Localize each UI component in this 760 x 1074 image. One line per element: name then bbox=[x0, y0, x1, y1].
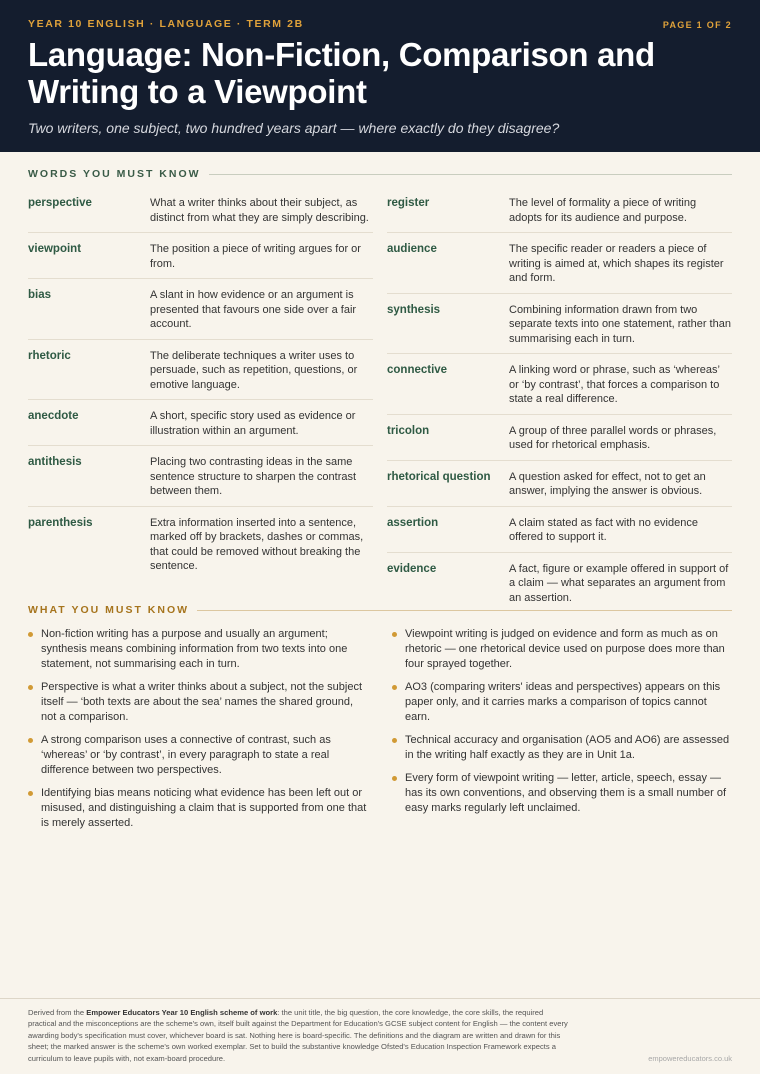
bullet-icon bbox=[392, 738, 397, 743]
glossary-definition: A slant in how evidence or an argument is presented that favours one side over a fair account. bbox=[150, 289, 357, 330]
divider bbox=[209, 174, 732, 175]
knowledge-point bbox=[28, 786, 368, 831]
glossary-entry bbox=[387, 513, 732, 553]
glossary-entry bbox=[28, 452, 373, 507]
title-line-1: Language: Non-Fiction, Comparison and bbox=[28, 36, 655, 73]
knowledge-point bbox=[392, 733, 732, 763]
knowledge-list bbox=[28, 627, 732, 839]
title-line-2: Writing to a Viewpoint bbox=[28, 73, 367, 110]
glossary bbox=[28, 193, 732, 618]
glossary-definition: The level of formality a piece of writing adopts for its audience and purpose. bbox=[509, 197, 697, 224]
knowledge-text: Technical accuracy and organisation (AO5 and AO6) are assessed in the writing half exactly as they are in Unit 1a. bbox=[405, 734, 730, 761]
bullet-icon bbox=[392, 776, 397, 781]
big-question: Two writers, one subject, two hundred years apart — where exactly do they disagree? bbox=[28, 120, 560, 136]
footer bbox=[0, 998, 760, 1064]
glossary-definition: Combining information drawn from two separate texts into one statement, rather than summarising each in turn. bbox=[509, 303, 731, 345]
glossary-term: rhetorical question bbox=[387, 470, 491, 483]
knowledge-text: A strong comparison uses a connective of contrast, such as ‘whereas’ or ‘by contrast’, in every paragraph to state a real difference between two perspectives. bbox=[41, 734, 331, 776]
glossary-term: connective bbox=[387, 364, 448, 376]
glossary-entry bbox=[28, 193, 373, 233]
glossary-entry bbox=[387, 467, 732, 507]
glossary-entry bbox=[28, 513, 373, 581]
source-note-body: : the unit title, the big question, the core knowledge, the core skills, the required practical and the misconceptions are the scheme's own, itself built against the Department for Education's GCSE subject content for English — the content every awarding body's specification must cover, whichever board is sat. Nothing here is board-specific. The definitions and the diagram are written and drawn for this sheet; the marked answer is the scheme's own worked exemplar. Set to build the substantive knowledge Ofsted's Education Inspection Framework expects a curriculum to leave pupils with, not exam-board procedure. bbox=[28, 1008, 568, 1063]
bullet-icon bbox=[28, 632, 33, 637]
knowledge-heading bbox=[28, 604, 732, 616]
glossary-definition: A linking word or phrase, such as ‘whereas’ or ‘by contrast’, that forces a comparison to state a real difference. bbox=[509, 364, 720, 405]
knowledge-column-right bbox=[392, 627, 732, 839]
glossary-entry bbox=[28, 239, 373, 279]
glossary-entry bbox=[387, 360, 732, 415]
glossary-entry bbox=[28, 346, 373, 401]
glossary-definition: A group of three parallel words or phrases, used for rhetorical emphasis. bbox=[509, 424, 717, 451]
glossary-term: anecdote bbox=[28, 410, 79, 422]
glossary-entry bbox=[387, 300, 732, 355]
glossary-heading bbox=[28, 168, 732, 180]
knowledge-text: Every form of viewpoint writing — letter, article, speech, essay — has its own conventions, and observing them is a small number of easy marks regularly left unclaimed. bbox=[405, 772, 726, 814]
knowledge-text: Non-fiction writing has a purpose and usually an argument; synthesis means combining information from two texts into one statement, not summarising each in turn. bbox=[41, 628, 348, 670]
knowledge-heading-label: WHAT YOU MUST KNOW bbox=[28, 604, 190, 616]
knowledge-point bbox=[392, 771, 732, 816]
knowledge-column-left bbox=[28, 627, 368, 839]
glossary-term: parenthesis bbox=[28, 516, 93, 529]
header-banner bbox=[0, 0, 760, 152]
knowledge-text: Perspective is what a writer thinks about a subject, not the subject itself — ‘both texts are about the sea’ names the shared ground, not a comparison. bbox=[41, 681, 362, 723]
source-title: Empower Educators Year 10 English scheme of work bbox=[86, 1008, 278, 1017]
glossary-heading-label: WORDS YOU MUST KNOW bbox=[28, 168, 201, 180]
glossary-term: evidence bbox=[387, 562, 437, 575]
glossary-term: synthesis bbox=[387, 303, 441, 316]
glossary-definition: A fact, figure or example offered in support of a claim — what separates an argument from an assertion. bbox=[509, 562, 729, 604]
glossary-entry bbox=[387, 239, 732, 294]
glossary-definition: What a writer thinks about their subject, as distinct from what they are simply describing. bbox=[150, 197, 369, 224]
bullet-icon bbox=[28, 685, 33, 690]
glossary-term: bias bbox=[28, 289, 52, 301]
knowledge-point bbox=[392, 627, 732, 672]
knowledge-point bbox=[28, 680, 368, 725]
knowledge-text: Identifying bias means noticing what evidence has been left out or misused, and distinguishing a claim that is supported from one that is merely asserted. bbox=[41, 787, 367, 829]
glossary-definition: Extra information inserted into a sentence, marked off by brackets, dashes or commas, that could be removed without breaking the sentence. bbox=[150, 516, 364, 572]
glossary-term: assertion bbox=[387, 516, 439, 529]
knowledge-text: Viewpoint writing is judged on evidence and form as much as on rhetoric — one rhetorical device used on purpose does more than four sprayed together. bbox=[405, 628, 725, 670]
glossary-definition: A claim stated as fact with no evidence offered to support it. bbox=[509, 516, 698, 543]
glossary-definition: A short, specific story used as evidence or illustration within an argument. bbox=[150, 410, 356, 437]
glossary-definition: Placing two contrasting ideas in the same sentence structure to sharpen the contrast between them. bbox=[150, 456, 357, 497]
glossary-entry bbox=[387, 193, 732, 233]
bullet-icon bbox=[28, 738, 33, 743]
glossary-column-left bbox=[28, 193, 373, 618]
bullet-icon bbox=[28, 791, 33, 796]
glossary-term: audience bbox=[387, 243, 437, 255]
glossary-term: antithesis bbox=[28, 456, 82, 468]
glossary-entry bbox=[28, 285, 373, 340]
knowledge-point bbox=[28, 733, 368, 778]
glossary-term: viewpoint bbox=[28, 243, 82, 255]
bullet-icon bbox=[392, 632, 397, 637]
source-note-lead: Derived from the bbox=[28, 1008, 87, 1017]
bullet-icon bbox=[392, 685, 397, 690]
glossary-term: tricolon bbox=[387, 424, 430, 437]
divider bbox=[197, 610, 732, 611]
knowledge-point bbox=[392, 680, 732, 725]
glossary-definition: The specific reader or readers a piece of writing is aimed at, which shapes its register and form. bbox=[509, 243, 724, 284]
knowledge-point bbox=[28, 627, 368, 672]
glossary-term: perspective bbox=[28, 197, 92, 209]
site-url: empowereducators.co.uk bbox=[648, 1054, 732, 1063]
source-note bbox=[28, 1007, 573, 1064]
glossary-term: rhetoric bbox=[28, 349, 71, 362]
page-title bbox=[28, 36, 732, 110]
glossary-entry bbox=[28, 406, 373, 446]
glossary-definition: The deliberate techniques a writer uses to persuade, such as repetition, questions, or emotive language. bbox=[150, 349, 358, 391]
glossary-definition: The position a piece of writing argues for or from. bbox=[150, 243, 361, 270]
glossary-definition: A question asked for effect, not to get an answer, implying the answer is obvious. bbox=[509, 470, 706, 497]
glossary-term: register bbox=[387, 197, 430, 209]
glossary-column-right bbox=[387, 193, 732, 618]
knowledge-text: AO3 (comparing writers' ideas and perspectives) appears on this paper only, and it carries marks a comparison of topics cannot earn. bbox=[405, 681, 721, 723]
glossary-entry bbox=[387, 421, 732, 461]
course-kicker: YEAR 10 ENGLISH · LANGUAGE · TERM 2B bbox=[28, 18, 304, 30]
page-number: PAGE 1 OF 2 bbox=[662, 20, 732, 30]
